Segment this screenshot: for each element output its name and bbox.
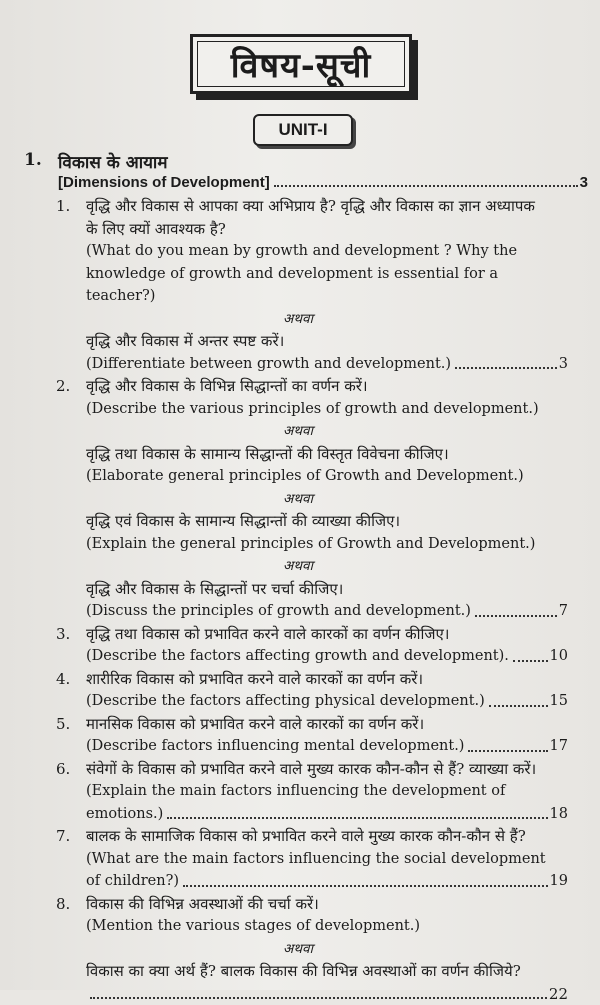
toc-question	[28, 825, 568, 893]
toc-line-with-page	[86, 735, 568, 758]
toc-line-text: मानसिक विकास को प्रभावित करने वाले कारकों का वर्णन करें।	[86, 713, 568, 736]
question-number: 5.	[56, 713, 70, 736]
toc-line-with-page	[86, 645, 568, 668]
dot-leader	[513, 645, 548, 662]
toc-question	[28, 375, 568, 623]
toc-line-text: वृद्धि और विकास के विभिन्न सिद्धान्तों का वर्णन करें।	[86, 375, 568, 398]
toc-line-text: वृद्धि एवं विकास के सामान्य सिद्धान्तों की व्याख्या कीजिए।	[86, 510, 568, 533]
dot-leader	[274, 174, 578, 187]
toc-line-text: विकास की विभिन्न अवस्थाओं की चर्चा करें।	[86, 893, 568, 916]
toc-line-with-page	[86, 353, 568, 376]
question-number: 7.	[56, 825, 70, 848]
toc-line-text: (What are the main factors influencing the social development	[86, 848, 568, 871]
page-number: 3	[559, 353, 568, 376]
toc-line-text: (Explain the general principles of Growth and Development.)	[86, 533, 568, 556]
dot-leader	[475, 600, 557, 617]
toc-line-with-page	[86, 690, 568, 713]
dot-leader	[167, 803, 547, 820]
chapter-title-english-row	[58, 174, 588, 191]
question-number: 8.	[56, 893, 70, 916]
toc-line-text: (Describe factors influencing mental development.)	[86, 735, 464, 758]
title-box	[190, 34, 412, 94]
toc-line-text: वृद्धि और विकास से आपका क्या अभिप्राय है? वृद्धि और विकास का ज्ञान अध्यापक	[86, 195, 568, 218]
page-number: 17	[550, 735, 568, 758]
dot-leader	[90, 983, 547, 1000]
or-separator: अथवा	[28, 420, 568, 443]
toc-line-text: शारीरिक विकास को प्रभावित करने वाले कारकों का वर्णन करें।	[86, 668, 568, 691]
question-number: 1.	[56, 195, 70, 218]
toc-line-text: विकास का क्या अर्थ हैं? बालक विकास की विभिन्न अवस्थाओं का वर्णन कीजिये?	[86, 960, 568, 983]
toc-line-text: (Describe the various principles of growth and development.)	[86, 398, 568, 421]
toc-line-text: (Elaborate general principles of Growth and Development.)	[86, 465, 568, 488]
page-number: 18	[550, 803, 568, 826]
toc-line-text: (Differentiate between growth and development.)	[86, 353, 451, 376]
page-number: 19	[550, 870, 568, 893]
toc-line-text: वृद्धि तथा विकास के सामान्य सिद्धान्तों की विस्तृत विवेचना कीजिए।	[86, 443, 568, 466]
dot-leader	[455, 353, 557, 370]
question-number: 2.	[56, 375, 70, 398]
toc-line-with-page	[86, 983, 568, 1005]
toc-question	[28, 713, 568, 758]
toc-line-text: के लिए क्यों आवश्यक है?	[86, 218, 568, 241]
toc-question	[28, 195, 568, 375]
toc-line-text: (What do you mean by growth and development ? Why the	[86, 240, 568, 263]
toc-line-text: संवेगों के विकास को प्रभावित करने वाले मुख्य कारक कौन-कौन से हैं? व्याख्या करें।	[86, 758, 568, 781]
chapter-title-hindi: विकास के आयाम	[58, 150, 168, 173]
toc-line-text: (Discuss the principles of growth and development.)	[86, 600, 471, 623]
toc-line-text: (Mention the various stages of development.)	[86, 915, 568, 938]
or-separator: अथवा	[28, 555, 568, 578]
toc-line-text: (Explain the main factors influencing the development of	[86, 780, 568, 803]
toc-question	[28, 623, 568, 668]
chapter-number: 1.	[24, 150, 42, 170]
toc-line-text: emotions.)	[86, 803, 163, 826]
toc-line-with-page	[86, 600, 568, 623]
toc-question	[28, 668, 568, 713]
toc-line-text: (Describe the factors affecting growth and development).	[86, 645, 509, 668]
toc-line-text: (Describe the factors affecting physical development.)	[86, 690, 485, 713]
toc-question	[28, 893, 568, 1005]
toc-line-text: वृद्धि और विकास के सिद्धान्तों पर चर्चा कीजिए।	[86, 578, 568, 601]
page-number: 7	[559, 600, 568, 623]
page-number: 15	[550, 690, 568, 713]
toc-line-text: बालक के सामाजिक विकास को प्रभावित करने वाले मुख्य कारक कौन-कौन से हैं?	[86, 825, 568, 848]
toc-list	[28, 195, 568, 1005]
chapter-page: 3	[580, 174, 588, 191]
or-separator: अथवा	[28, 938, 568, 961]
page-title: विषय-सूची	[231, 41, 372, 87]
question-number: 4.	[56, 668, 70, 691]
dot-leader	[468, 735, 547, 752]
or-separator: अथवा	[28, 308, 568, 331]
dot-leader	[489, 690, 548, 707]
toc-line-with-page	[86, 803, 568, 826]
toc-line-text: of children?)	[86, 870, 179, 893]
toc-line-text: knowledge of growth and development is essential for a teacher?)	[86, 263, 568, 308]
toc-question	[28, 758, 568, 826]
page-number: 22	[549, 983, 568, 1005]
toc-line-with-page	[86, 870, 568, 893]
question-number: 3.	[56, 623, 70, 646]
or-separator: अथवा	[28, 488, 568, 511]
question-number: 6.	[56, 758, 70, 781]
unit-label: UNIT-I	[253, 114, 353, 146]
chapter-title-english: [Dimensions of Development]	[58, 174, 270, 191]
toc-line-text: वृद्धि तथा विकास को प्रभावित करने वाले कारकों का वर्णन कीजिए।	[86, 623, 568, 646]
page-number: 10	[550, 645, 568, 668]
toc-line-text: वृद्धि और विकास में अन्तर स्पष्ट करें।	[86, 330, 568, 353]
dot-leader	[183, 870, 548, 887]
